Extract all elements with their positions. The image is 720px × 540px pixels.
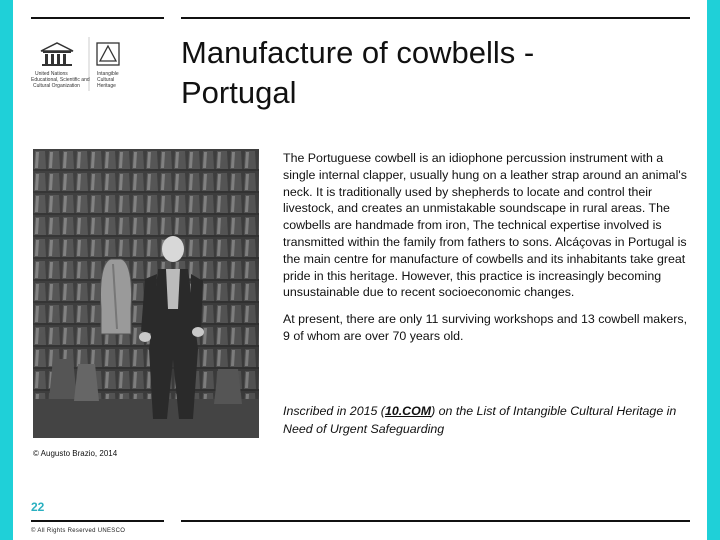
inscription-suffix: ) on the List of Intangible Cultural Heritage in Need of Urgent Safeguarding bbox=[283, 404, 677, 436]
description-paragraph-1: The Portuguese cowbell is an idiophone percussion instrument with a single internal clapper, usually hung on a leather strap around an animal's neck. It is traditionally used by shepherds to locate and control their livestock, and creates an unmistakable soundscape in rural areas. The cowbells are handmade from iron, The technical expertise involved is transmitted within the family from fathers to sons. Alcáçovas in Portugal is the main centre for manufacture of cowbells and its inhabitants take great pride in this heritage. However, this practice is increasingly becoming unsustainable due to recent socioeconomic changes. bbox=[283, 151, 687, 300]
top-rule-right bbox=[181, 17, 690, 19]
inscription-prefix: Inscribed in 2015 ( bbox=[283, 404, 385, 418]
ich-line2: Cultural bbox=[97, 77, 115, 83]
description-paragraph-2: At present, there are only 11 surviving workshops and 13 cowbell makers, 9 of whom are over 70 years old. bbox=[283, 312, 688, 343]
unesco-ich-logo bbox=[31, 33, 143, 93]
slide bbox=[13, 0, 707, 540]
unesco-name-line2: Educational, Scientific and bbox=[31, 77, 90, 83]
unesco-name-line3: Cultural Organization bbox=[33, 83, 80, 89]
inscription-note bbox=[283, 403, 683, 438]
page-title bbox=[181, 33, 681, 113]
unesco-name-line1: United Nations bbox=[35, 71, 68, 77]
bottom-rule-left bbox=[31, 520, 164, 522]
cowbell-maker-photo bbox=[33, 149, 259, 438]
title-line1: Manufacture of cowbells - bbox=[181, 35, 535, 70]
photo-illustration bbox=[33, 149, 259, 438]
ich-line1: Intangible bbox=[97, 71, 119, 77]
bottom-rule-right bbox=[181, 520, 690, 522]
decision-link[interactable]: 10.COM bbox=[384, 404, 432, 418]
top-rule-left bbox=[31, 17, 164, 19]
page-number: 22 bbox=[31, 500, 45, 514]
unesco-temple-icon bbox=[31, 33, 143, 93]
ich-line3: Heritage bbox=[97, 83, 116, 89]
description bbox=[283, 150, 693, 355]
photo-caption: © Augusto Brazio, 2014 bbox=[33, 449, 118, 458]
rights-notice: © All Rights Reserved UNESCO bbox=[31, 528, 126, 534]
title-line2: Portugal bbox=[181, 75, 297, 110]
